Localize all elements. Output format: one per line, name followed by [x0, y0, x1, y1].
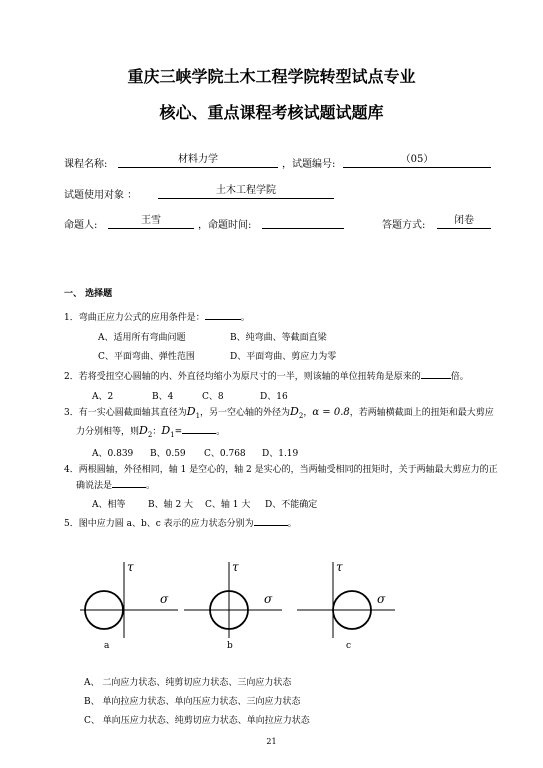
- question-3-text-c: ，: [303, 408, 313, 418]
- symbol-d2: D: [139, 424, 148, 437]
- symbol-d2-sub: 2: [147, 430, 153, 439]
- tau-label: τ: [336, 560, 343, 574]
- question-3-option-a: A、0.839: [92, 449, 134, 459]
- question-2-text: 2．若将受扭空心圆轴的内、外直径均缩小为原尺寸的一半，则该轴的单位扭转角是原来的: [64, 372, 421, 382]
- answer-mode-value: 闭卷: [437, 215, 491, 229]
- answer-blank: [112, 478, 146, 488]
- answer-blank: [421, 369, 451, 379]
- question-4-option-c: C、轴 1 大: [205, 500, 251, 510]
- exam-time-label: ，命题时间:: [198, 220, 252, 231]
- ratio-equals: =: [174, 427, 183, 437]
- ratio-colon: ：: [152, 427, 162, 437]
- tau-label: τ: [232, 560, 239, 574]
- audience-value: 土木工程学院: [158, 185, 334, 199]
- stress-circle-c: [297, 560, 395, 651]
- question-2: [64, 369, 469, 383]
- question-5-option-c: C、 单向压应力状态、纯剪切应力状态、单向拉应力状态: [84, 716, 310, 726]
- symbol-d1-sub: 1: [170, 430, 175, 439]
- answer-blank: [254, 516, 288, 526]
- question-2-option-a: A、2: [92, 392, 114, 402]
- exam-number-label: ，试题编号:: [282, 159, 336, 170]
- symbol-d1-sub: 1: [195, 411, 201, 420]
- question-4-option-b: B、轴 2 大: [148, 500, 194, 510]
- question-1-option-c: C、平面弯曲、弹性范围: [98, 352, 195, 362]
- tau-label: τ: [127, 560, 134, 574]
- question-5: [64, 516, 297, 530]
- question-1: [64, 310, 250, 324]
- question-3-option-d: D、1.19: [262, 449, 299, 459]
- exam-time-value: [262, 215, 344, 229]
- question-2-option-c: C、8: [202, 392, 224, 402]
- question-5-option-b: B、 单向拉应力状态、单向压应力状态、三向应力状态: [84, 697, 301, 707]
- document-title-line1: 重庆三峡学院土木工程学院转型试点专业: [127, 67, 416, 86]
- question-1-option-a: A、适用所有弯曲问题: [98, 333, 186, 343]
- figure-label-c: c: [346, 641, 352, 651]
- question-1-text: 1．弯曲正应力公式的应用条件是：: [64, 313, 205, 323]
- sigma-label: σ: [160, 592, 169, 606]
- audience-label: 试题使用对象 ：: [64, 190, 138, 201]
- question-3-line-2: [76, 424, 225, 441]
- page-number: 21: [266, 737, 277, 746]
- answer-blank: [182, 424, 216, 434]
- question-3-text-d: ，若两轴横截面上的扭矩和最大剪应: [349, 408, 494, 418]
- question-3-end: 。: [216, 427, 226, 437]
- question-4-line-2: [76, 478, 155, 492]
- stress-circle-a: [80, 560, 178, 651]
- question-4-end: 。: [146, 481, 156, 491]
- question-4-option-a: A、相等: [92, 500, 126, 510]
- stress-circles-figure: [0, 550, 543, 660]
- stress-circle-b: [184, 560, 282, 651]
- exam-number-value: （05）: [343, 154, 491, 168]
- section-heading: 一、 选择题: [64, 289, 113, 299]
- alpha-ratio: α = 0.8: [312, 407, 350, 418]
- author-label: 命题人:: [64, 220, 98, 231]
- figure-label-a: a: [104, 641, 110, 651]
- symbol-d1: D: [161, 424, 171, 437]
- symbol-d2-sub: 2: [298, 411, 304, 420]
- question-1-end: 。: [240, 313, 250, 323]
- sigma-label: σ: [264, 592, 273, 606]
- question-3-option-c: C、0.768: [204, 449, 246, 459]
- question-3-text-a: 3．有一实心圆截面轴其直径为: [64, 408, 187, 418]
- figure-label-b: b: [227, 641, 233, 651]
- answer-mode-label: 答题方式:: [382, 220, 426, 231]
- question-4-line-1: 4．两根圆轴，外径相同，轴 1 是空心的，轴 2 是实心的，当两轴受相同的扭矩时，关于两轴最大剪应力的正: [64, 465, 498, 475]
- question-2-option-b: B、4: [152, 392, 174, 402]
- question-5-end: 。: [287, 519, 297, 529]
- question-2-end: 倍。: [450, 372, 469, 382]
- course-name-label: 课程名称:: [64, 159, 108, 170]
- symbol-d1: D: [186, 405, 196, 418]
- question-2-option-d: D、16: [260, 392, 288, 402]
- document-title-line2: 核心、重点课程考核试题试题库: [159, 103, 384, 122]
- question-4-option-d: D、不能确定: [265, 500, 318, 510]
- author-value: 王雪: [108, 215, 194, 229]
- question-1-option-b: B、纯弯曲、等截面直梁: [230, 333, 327, 343]
- course-name-value: 材料力学: [118, 154, 278, 168]
- answer-blank: [205, 310, 241, 320]
- question-3-text-e: 力分别相等，则: [76, 427, 140, 437]
- question-3-option-b: B、0.59: [150, 449, 186, 459]
- sigma-label: σ: [377, 592, 386, 606]
- symbol-d2: D: [290, 405, 299, 418]
- question-4-text: 确说法是: [76, 481, 113, 491]
- question-3-text-b: ，另一空心轴的外径为: [200, 408, 291, 418]
- question-3-line-1: [64, 406, 494, 422]
- question-5-text: 5．图中应力圆 a、b、c 表示的应力状态分别为: [64, 519, 254, 529]
- question-1-option-d: D、平面弯曲、剪应力为零: [230, 352, 337, 362]
- question-5-option-a: A、 二向应力状态、纯剪切应力状态、三向应力状态: [84, 678, 292, 688]
